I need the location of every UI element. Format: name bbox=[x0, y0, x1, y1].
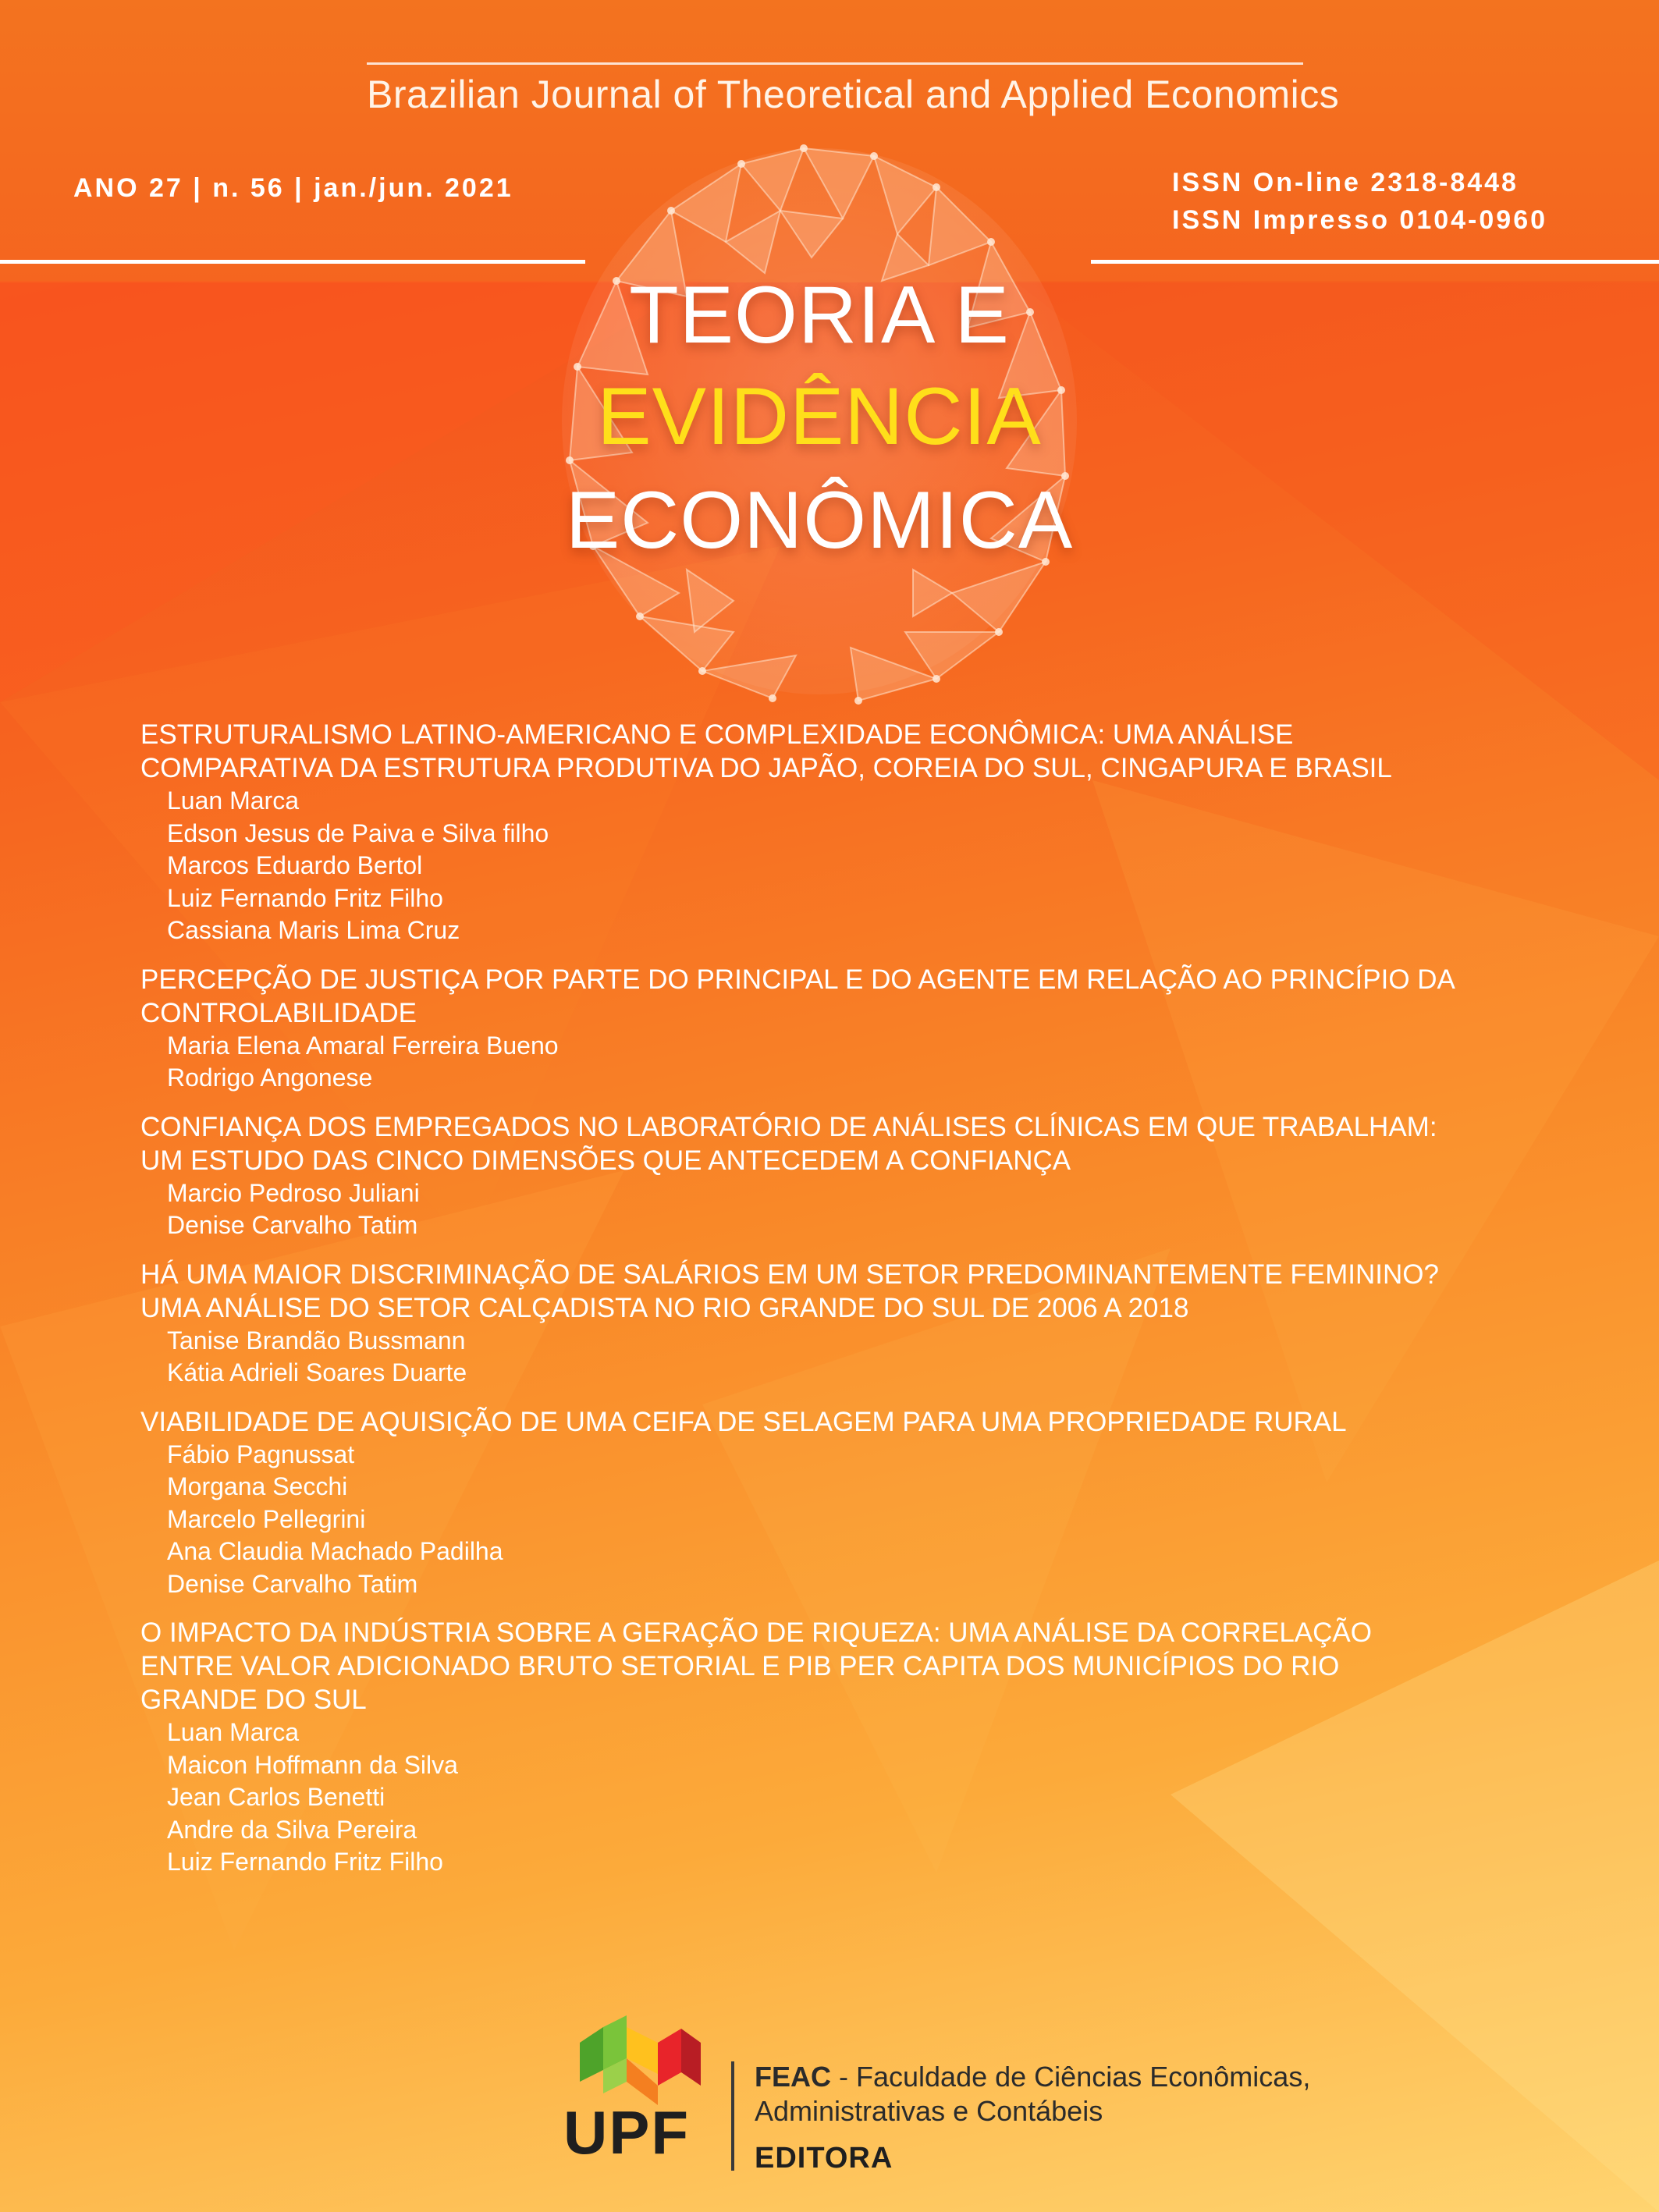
author-name: Edson Jesus de Paiva e Silva filho bbox=[167, 818, 549, 847]
faculty-line-2: Administrativas e Contábeis bbox=[755, 2095, 1103, 2127]
author-list bbox=[140, 1717, 1584, 1879]
article-entry bbox=[140, 1616, 1584, 1879]
author-name: Marcelo Pellegrini bbox=[167, 1504, 366, 1533]
article-title-line: COMPARATIVA DA ESTRUTURA PRODUTIVA DO JAPÃO, COREIA DO SUL, CINGAPURA E BRASIL bbox=[140, 753, 1392, 783]
issn-print: ISSN Impresso 0104-0960 bbox=[1172, 205, 1548, 235]
faculty-line-1: - Faculdade de Ciências Econômicas, bbox=[839, 2061, 1311, 2093]
author-list bbox=[140, 785, 1584, 947]
author-name: Cassiana Maris Lima Cruz bbox=[167, 916, 460, 944]
author-list bbox=[140, 1439, 1584, 1601]
author-name: Maicon Hoffmann da Silva bbox=[167, 1750, 458, 1779]
author-name: Marcio Pedroso Juliani bbox=[167, 1178, 420, 1207]
author-list bbox=[140, 1325, 1584, 1390]
issn-block bbox=[1172, 164, 1547, 239]
issue-info: ANO 27 | n. 56 | jan./jun. 2021 bbox=[73, 173, 513, 203]
article-title-line: GRANDE DO SUL bbox=[140, 1685, 367, 1715]
author-name: Andre da Silva Pereira bbox=[167, 1815, 417, 1844]
header-rule-right bbox=[1091, 260, 1659, 264]
author-name: Maria Elena Amaral Ferreira Bueno bbox=[167, 1031, 559, 1060]
article-title-line: CONTROLABILIDADE bbox=[140, 997, 417, 1028]
journal-name: Brazilian Journal of Theoretical and Applied Economics bbox=[367, 73, 1340, 116]
article-title bbox=[140, 963, 1584, 1030]
article-title-line: UM ESTUDO DAS CINCO DIMENSÕES QUE ANTECEDEM A CONFIANÇA bbox=[140, 1145, 1071, 1176]
author-name: Ana Claudia Machado Padilha bbox=[167, 1537, 503, 1565]
faculty-abbr: FEAC bbox=[755, 2061, 831, 2093]
article-title-line: PERCEPÇÃO DE JUSTIÇA POR PARTE DO PRINCIPAL E DO AGENTE EM RELAÇÃO AO PRINCÍPIO DA bbox=[140, 964, 1455, 995]
article-title bbox=[140, 1616, 1584, 1717]
article-title bbox=[140, 1110, 1584, 1177]
author-list bbox=[140, 1177, 1584, 1242]
journal-name-rule bbox=[367, 62, 1303, 65]
author-name: Denise Carvalho Tatim bbox=[167, 1569, 418, 1598]
author-name: Luan Marca bbox=[167, 1718, 299, 1746]
header-rule-left bbox=[0, 260, 585, 264]
article-title-line: CONFIANÇA DOS EMPREGADOS NO LABORATÓRIO DE ANÁLISES CLÍNICAS EM QUE TRABALHAM: bbox=[140, 1111, 1437, 1142]
cover-title-line-3: ECONÔMICA bbox=[565, 475, 1074, 566]
article-title-line: ENTRE VALOR ADICIONADO BRUTO SETORIAL E PIB PER CAPITA DOS MUNICÍPIOS DO RIO bbox=[140, 1651, 1340, 1681]
author-name: Rodrigo Angonese bbox=[167, 1063, 373, 1092]
faculty-name bbox=[755, 2060, 1310, 2129]
cover-title-line-2: EVIDÊNCIA bbox=[597, 371, 1042, 462]
article-entry bbox=[140, 1110, 1584, 1242]
author-name: Fábio Pagnussat bbox=[167, 1440, 355, 1468]
article-entry bbox=[140, 718, 1584, 947]
author-list bbox=[140, 1030, 1584, 1095]
logo-divider bbox=[731, 2061, 734, 2171]
article-entry bbox=[140, 1258, 1584, 1390]
article-title bbox=[140, 1405, 1584, 1439]
author-name: Kátia Adrieli Soares Duarte bbox=[167, 1358, 467, 1386]
author-name: Luiz Fernando Fritz Filho bbox=[167, 883, 443, 912]
cover-title-line-1: TEORIA E bbox=[629, 270, 1010, 360]
author-name: Luiz Fernando Fritz Filho bbox=[167, 1848, 443, 1876]
article-title-line: O IMPACTO DA INDÚSTRIA SOBRE A GERAÇÃO DE RIQUEZA: UMA ANÁLISE DA CORRELAÇÃO bbox=[140, 1617, 1372, 1648]
article-entry bbox=[140, 963, 1584, 1095]
author-name: Tanise Brandão Bussmann bbox=[167, 1326, 466, 1355]
issn-online: ISSN On-line 2318-8448 bbox=[1172, 168, 1519, 197]
article-title-line: UMA ANÁLISE DO SETOR CALÇADISTA NO RIO GRANDE DO SUL DE 2006 A 2018 bbox=[140, 1292, 1189, 1323]
upf-logo-text: UPF bbox=[563, 2098, 690, 2167]
article-title bbox=[140, 718, 1584, 785]
table-of-contents bbox=[140, 718, 1584, 1894]
article-title bbox=[140, 1258, 1584, 1325]
publisher-imprint: EDITORA bbox=[755, 2142, 893, 2175]
author-name: Jean Carlos Benetti bbox=[167, 1783, 385, 1811]
article-title-line: ESTRUTURALISMO LATINO-AMERICANO E COMPLEXIDADE ECONÔMICA: UMA ANÁLISE bbox=[140, 719, 1294, 750]
article-title-line: HÁ UMA MAIOR DISCRIMINAÇÃO DE SALÁRIOS EM UM SETOR PREDOMINANTEMENTE FEMININO? bbox=[140, 1259, 1439, 1290]
author-name: Denise Carvalho Tatim bbox=[167, 1211, 418, 1239]
article-entry bbox=[140, 1405, 1584, 1601]
author-name: Morgana Secchi bbox=[167, 1472, 348, 1500]
article-title-line: VIABILIDADE DE AQUISIÇÃO DE UMA CEIFA DE SELAGEM PARA UMA PROPRIEDADE RURAL bbox=[140, 1406, 1347, 1437]
author-name: Luan Marca bbox=[167, 786, 299, 815]
author-name: Marcos Eduardo Bertol bbox=[167, 851, 423, 879]
